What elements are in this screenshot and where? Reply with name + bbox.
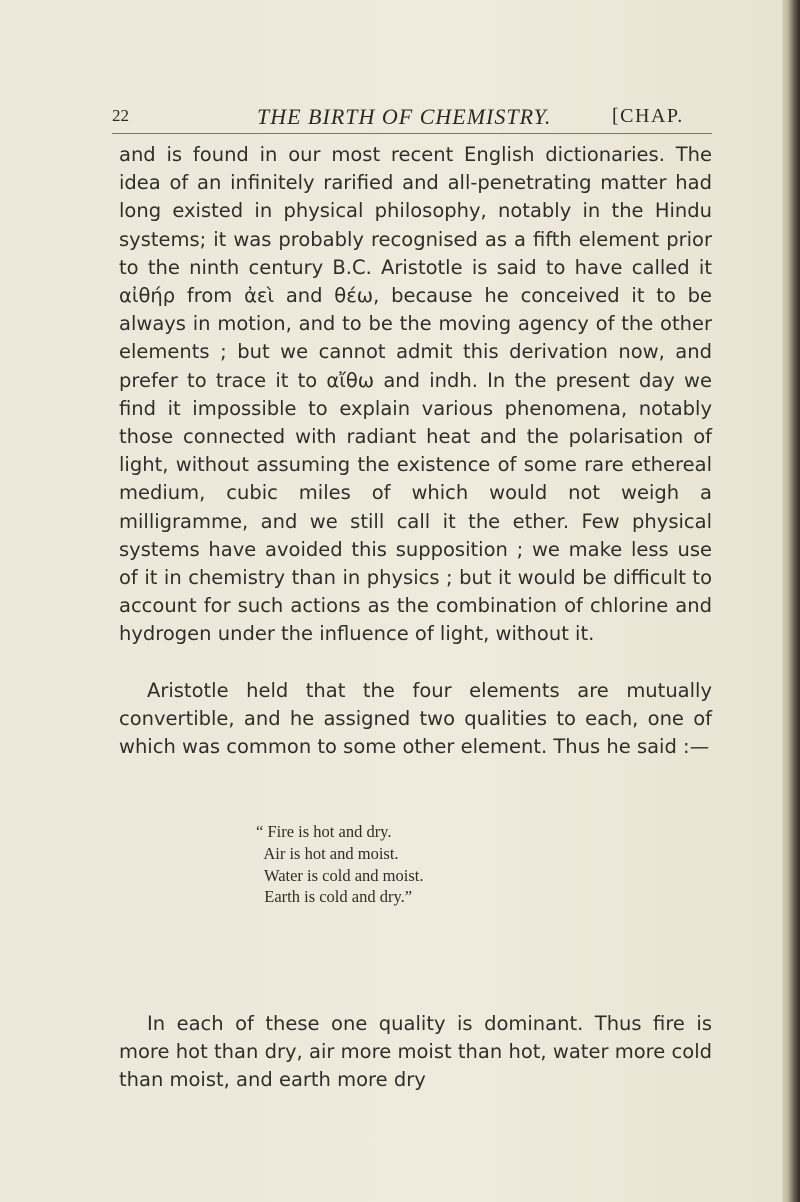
page-edge-shadow <box>782 0 800 1202</box>
header-rule <box>112 133 712 134</box>
paragraph-2: Aristotle held that the four elements are mutually convertible, and he assigned two qualities to each, one of which was common to some other element. Thus he said :— <box>119 679 712 759</box>
quote-line: Earth is cold and dry.” <box>256 887 413 907</box>
quote-line: Air is hot and moist. <box>256 843 399 863</box>
page-number: 22 <box>112 106 129 125</box>
page-header <box>112 104 710 128</box>
chapter-marker: [CHAP. <box>612 105 684 127</box>
quote-line: “ Fire is hot and dry. <box>256 822 392 841</box>
block-quote <box>256 821 616 908</box>
quote-line: Water is cold and moist. <box>256 865 424 885</box>
paragraph-3: In each of these one quality is dominant. Thus fire is more hot than dry, air more moist than hot, water more cold than moist, and earth more dry <box>119 1012 712 1092</box>
running-title: THE BIRTH OF CHEMISTRY. <box>257 104 552 129</box>
paragraph-1: and is found in our most recent English dictionaries. The idea of an infinitely rarified and all-penetrating matter had long existed in physical philosophy, notably in the Hindu systems; it was probably recognised as a fifth element prior to the ninth century B.C. Aristotle is said to have called it αἰθήρ from ἀεὶ and θέω, because he conceived it to be always in motion, and to be the moving agency of the other elements ; but we cannot admit this derivation now, and prefer to trace it to αἴθω and indh. In the present day we find it impossible to explain various phenomena, notably those connected with radiant heat and the polarisation of light, without assuming the existence of some rare ethereal medium, cubic miles of which would not weigh a milligramme, and we still call it the ether. Few physical systems have avoided this supposition ; we make less use of it in chemistry than in physics ; but it would be difficult to account for such actions as the combination of chlorine and hydrogen under the influence of light, without it. <box>119 143 712 646</box>
